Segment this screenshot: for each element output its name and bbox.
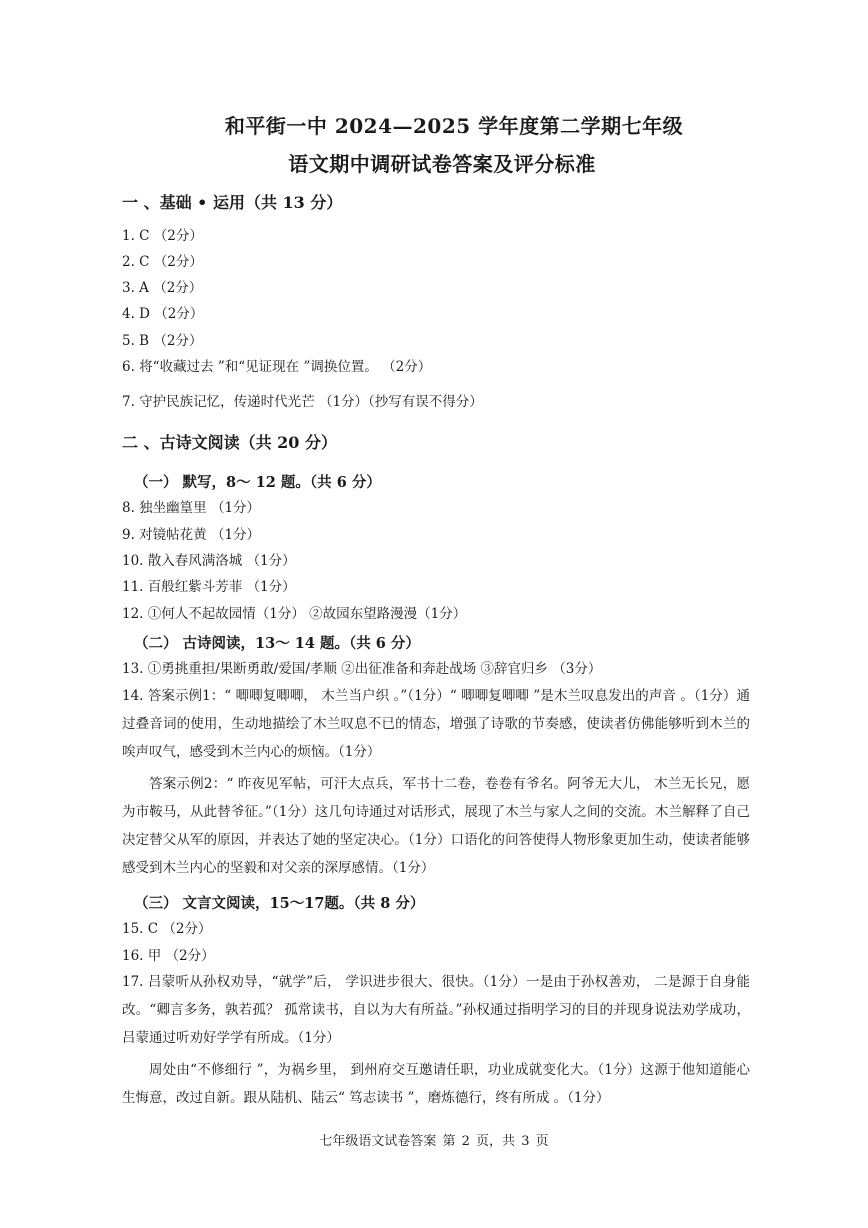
section1-heading: 一 、基础 • 运用（共 13 分） xyxy=(122,193,343,212)
answer-item-17-part2: 周处由“不修细行 ”，为祸乡里， 到州府交互邀请任职，功业成就变化大。（1分）这源于他知道能心生悔意，改过自新。跟从陆机、陆云“ 笃志读书 ”，磨炼德行，终有所成 。（1分） xyxy=(122,1062,750,1106)
page-footer: 七年级语文试卷答案 第 2 页，共 3 页 xyxy=(319,1134,549,1149)
subsection1-heading: （一） 默写，8～ 12 题。（共 6 分） xyxy=(134,474,381,491)
answer-item-2: 2. C （2分） xyxy=(122,254,203,270)
subsection3-heading: （三） 文言文阅读，15～17题。（共 8 分） xyxy=(134,895,425,912)
document-title-line2: 语文期中调研试卷答案及评分标准 xyxy=(288,152,596,176)
document-title-line1: 和平街一中 2024—2025 学年度第二学期七年级 xyxy=(224,114,684,138)
answer-item-12: 12. ①何人不起故园情（1分） ②故园东望路漫漫（1分） xyxy=(122,606,467,622)
answer-item-13: 13. ①勇挑重担/果断勇敢/爱国/孝顺 ②出征准备和奔赴战场 ③辞官归乡 （3分） xyxy=(122,661,602,677)
answer-item-5: 5. B （2分） xyxy=(122,333,203,349)
answer-item-9: 9. 对镜帖花黄 （1分） xyxy=(122,527,261,543)
answer-item-11: 11. 百般红紫斗芳菲 （1分） xyxy=(122,579,296,595)
answer-item-10: 10. 散入春风满洛城 （1分） xyxy=(122,553,296,569)
answer-item-14-example2: 答案示例2：“ 昨夜见军帖，可汗大点兵，军书十二卷，卷卷有爷名。阿爷无大儿， 木兰无长兄，愿为市鞍马，从此替爷征。”（1分）这几句诗通过对话形式，展现了木兰与家人之间的交流。木兰解释了自己决定替父从军的原因，并表达了她的坚定决心。（1分）口语化的问答使得人物形象更加生动，使读者能够感受到木兰内心的坚毅和对父亲的深厚感情。（1分） xyxy=(122,776,750,876)
subsection2-heading: （二） 古诗阅读，13～ 14 题。（共 6 分） xyxy=(134,635,420,652)
answer-item-1: 1. C （2分） xyxy=(122,228,203,244)
answer-item-4: 4. D （2分） xyxy=(122,306,204,322)
answer-item-15: 15. C （2分） xyxy=(122,921,212,937)
answer-item-17: 17. 吕蒙听从孙权劝导，“就学”后， 学识进步很大、很快。（1分）一是由于孙权善劝， 二是源于自身能改。“卿言多务，孰若孤？ 孤常读书，自以为大有所益。”孙权通过指明学习的目的并现身说法劝学成功，吕蒙通过听劝好学学有所成。（1分） xyxy=(122,974,750,1046)
answer-item-16: 16. 甲 （2分） xyxy=(122,948,215,964)
answer-item-6: 6. 将“收藏过去 ”和“见证现在 ”调换位置。 （2分） xyxy=(122,359,432,375)
section2-heading: 二 、古诗文阅读（共 20 分） xyxy=(122,433,337,452)
answer-item-8: 8. 独坐幽篁里 （1分） xyxy=(122,500,261,516)
answer-item-7: 7. 守护民族记忆，传递时代光芒 （1分）（抄写有误不得分） xyxy=(122,394,483,410)
answer-item-3: 3. A （2分） xyxy=(122,280,203,296)
answer-item-14: 14. 答案示例1：“ 唧唧复唧唧， 木兰当户织 。”（1分）“ 唧唧复唧唧 ”是木兰叹息发出的声音 。（1分）通过叠音词的使用，生动地描绘了木兰叹息不已的情态，增强了诗歌的节奏感，使读者仿佛能够听到木兰的唉声叹气，感受到木兰内心的烦恼。（1分） xyxy=(122,688,750,760)
